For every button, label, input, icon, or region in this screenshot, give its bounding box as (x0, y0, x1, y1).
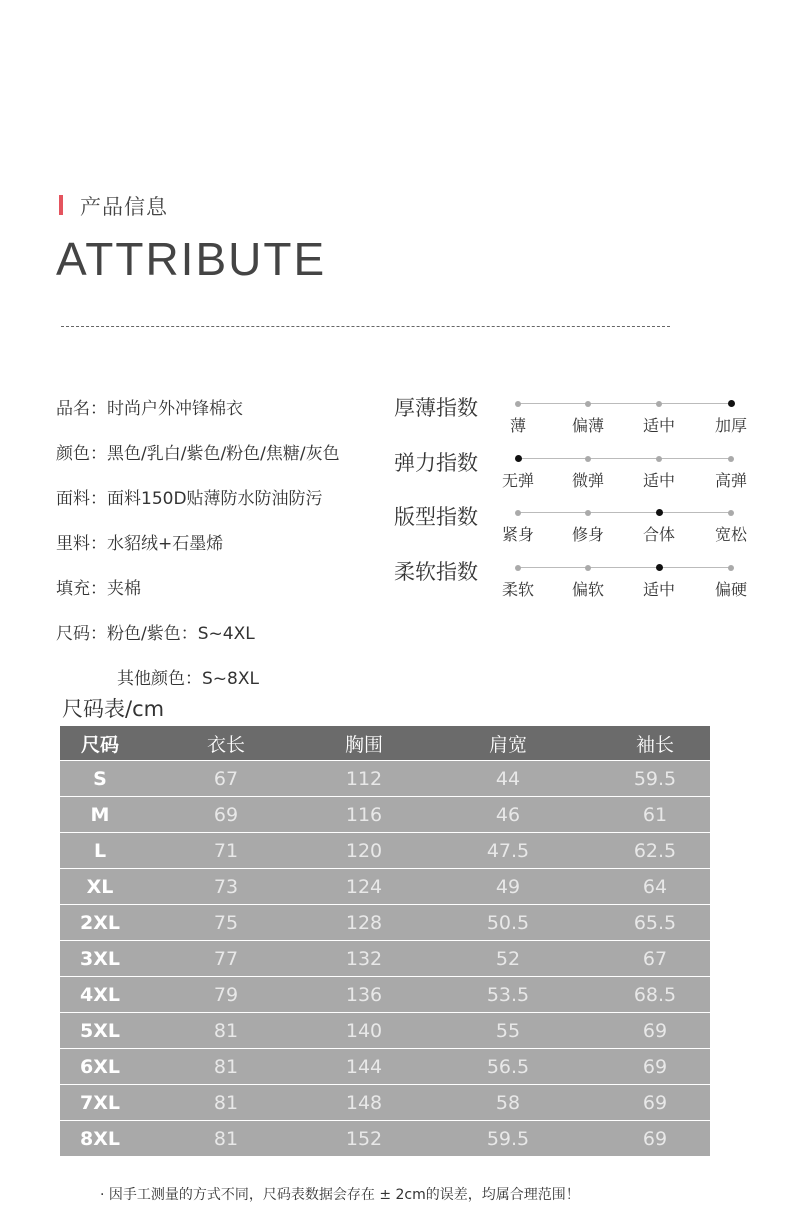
size-label-cell: XL (86, 875, 114, 898)
dashed-divider (61, 326, 670, 327)
index-dot (728, 565, 734, 571)
index-label: 适中 (642, 416, 676, 435)
index-dot (515, 401, 521, 407)
section-accent-bar (59, 195, 63, 215)
index-dot-selected (656, 564, 663, 571)
table-header-cell: 衣长 (206, 733, 245, 756)
size-label-cell: 4XL (80, 983, 120, 1006)
table-cell: 77 (213, 947, 239, 970)
size-label-cell: 5XL (80, 1019, 120, 1042)
index-label: 适中 (642, 471, 676, 490)
index-label: 加厚 (714, 416, 748, 435)
table-cell: 112 (345, 767, 383, 790)
attr-filling: 填充：夹棉 (56, 579, 141, 599)
table-cell: 53.5 (486, 983, 530, 1006)
table-cell: 144 (345, 1055, 383, 1078)
table-cell: 136 (345, 983, 383, 1006)
table-cell: 69 (642, 1091, 668, 1114)
index-label: 合体 (642, 525, 676, 544)
table-header-row (60, 726, 710, 760)
table-cell: 46 (495, 803, 521, 826)
table-row (60, 868, 710, 904)
table-cell: 152 (345, 1127, 383, 1150)
size-label-cell: 8XL (80, 1127, 120, 1150)
table-header-cell: 胸围 (344, 733, 383, 756)
table-cell: 55 (495, 1019, 521, 1042)
table-row (60, 760, 710, 796)
table-cell: 73 (213, 875, 239, 898)
table-cell: 44 (495, 767, 521, 790)
index-dot-selected (656, 509, 663, 516)
index-track (518, 403, 732, 404)
index-label: 无弹 (501, 471, 535, 490)
table-cell: 58 (495, 1091, 521, 1114)
table-cell: 81 (213, 1019, 239, 1042)
table-row (60, 1048, 710, 1084)
size-label-cell: M (90, 803, 110, 826)
index-label: 薄 (509, 416, 527, 435)
size-table (60, 726, 710, 1156)
table-cell: 59.5 (633, 767, 677, 790)
index-dot (585, 401, 591, 407)
index-label: 偏软 (571, 580, 605, 599)
table-body (60, 760, 710, 1156)
index-label: 修身 (571, 525, 605, 544)
table-cell: 49 (495, 875, 521, 898)
index-track (518, 512, 732, 513)
index-label: 偏硬 (714, 580, 748, 599)
index-title: 版型指数 (394, 505, 478, 529)
table-cell: 52 (495, 947, 521, 970)
index-label: 柔软 (501, 580, 535, 599)
index-dot (728, 510, 734, 516)
table-row (60, 904, 710, 940)
table-cell: 75 (213, 911, 239, 934)
size-label-cell: S (93, 767, 107, 790)
table-cell: 81 (213, 1091, 239, 1114)
attr-size-other: 其他颜色：S~8XL (117, 669, 259, 689)
table-cell: 62.5 (633, 839, 677, 862)
size-label-cell: 7XL (80, 1091, 120, 1114)
table-cell: 61 (642, 803, 668, 826)
table-cell: 81 (213, 1055, 239, 1078)
size-label-cell: 6XL (80, 1055, 120, 1078)
index-track (518, 567, 732, 568)
table-cell: 50.5 (486, 911, 530, 934)
measurement-note: · 因手工测量的方式不同，尺码表数据会存在 ± 2cm的误差，均属合理范围！ (100, 1187, 580, 1203)
table-row (60, 1012, 710, 1048)
table-cell: 69 (642, 1055, 668, 1078)
attr-size: 尺码：粉色/紫色：S~4XL (56, 624, 255, 644)
table-cell: 64 (642, 875, 668, 898)
table-cell: 124 (345, 875, 383, 898)
table-header-cell: 袖长 (635, 733, 674, 756)
table-cell: 56.5 (486, 1055, 530, 1078)
attr-lining: 里料：水貂绒+石墨烯 (56, 534, 224, 554)
table-cell: 65.5 (633, 911, 677, 934)
index-track (518, 458, 732, 459)
table-row (60, 976, 710, 1012)
table-cell: 68.5 (633, 983, 677, 1006)
table-cell: 81 (213, 1127, 239, 1150)
index-title: 厚薄指数 (394, 396, 478, 420)
table-cell: 120 (345, 839, 383, 862)
table-header-cell: 尺码 (80, 733, 119, 756)
index-dot (656, 456, 662, 462)
index-dot (585, 510, 591, 516)
table-cell: 140 (345, 1019, 383, 1042)
table-cell: 116 (345, 803, 383, 826)
size-label-cell: 3XL (80, 947, 120, 970)
table-cell: 47.5 (486, 839, 530, 862)
index-dot (656, 401, 662, 407)
attr-fabric: 面料：面料150D贴薄防水防油防污 (56, 489, 323, 509)
table-row (60, 1120, 710, 1156)
table-cell: 69 (642, 1127, 668, 1150)
index-label: 高弹 (714, 471, 748, 490)
table-cell: 67 (642, 947, 668, 970)
index-dot (515, 565, 521, 571)
table-cell: 148 (345, 1091, 383, 1114)
table-cell: 59.5 (486, 1127, 530, 1150)
table-cell: 128 (345, 911, 383, 934)
index-dot (585, 456, 591, 462)
index-title: 弹力指数 (394, 451, 478, 475)
table-header-cell: 肩宽 (488, 733, 527, 756)
size-label-cell: 2XL (80, 911, 120, 934)
table-cell: 67 (213, 767, 239, 790)
table-row (60, 796, 710, 832)
table-row (60, 832, 710, 868)
section-title: 产品信息 (80, 195, 168, 219)
index-title: 柔软指数 (394, 560, 478, 584)
index-label: 宽松 (714, 525, 748, 544)
table-cell: 132 (345, 947, 383, 970)
size-table-caption: 尺码表/cm (62, 697, 165, 721)
index-dot-selected (728, 400, 735, 407)
table-cell: 71 (213, 839, 239, 862)
table-cell: 69 (642, 1019, 668, 1042)
attr-name: 品名：时尚户外冲锋棉衣 (56, 399, 243, 419)
index-label: 紧身 (501, 525, 535, 544)
table-row (60, 1084, 710, 1120)
table-row (60, 940, 710, 976)
attr-color: 颜色：黑色/乳白/紫色/粉色/焦糖/灰色 (56, 444, 340, 464)
page-title: ATTRIBUTE (56, 233, 327, 285)
table-cell: 69 (213, 803, 239, 826)
index-dot-selected (515, 455, 522, 462)
index-dot (728, 456, 734, 462)
size-label-cell: L (93, 839, 107, 862)
index-label: 微弹 (571, 471, 605, 490)
index-dot (515, 510, 521, 516)
table-cell: 79 (213, 983, 239, 1006)
index-label: 适中 (642, 580, 676, 599)
index-dot (585, 565, 591, 571)
index-label: 偏薄 (571, 416, 605, 435)
